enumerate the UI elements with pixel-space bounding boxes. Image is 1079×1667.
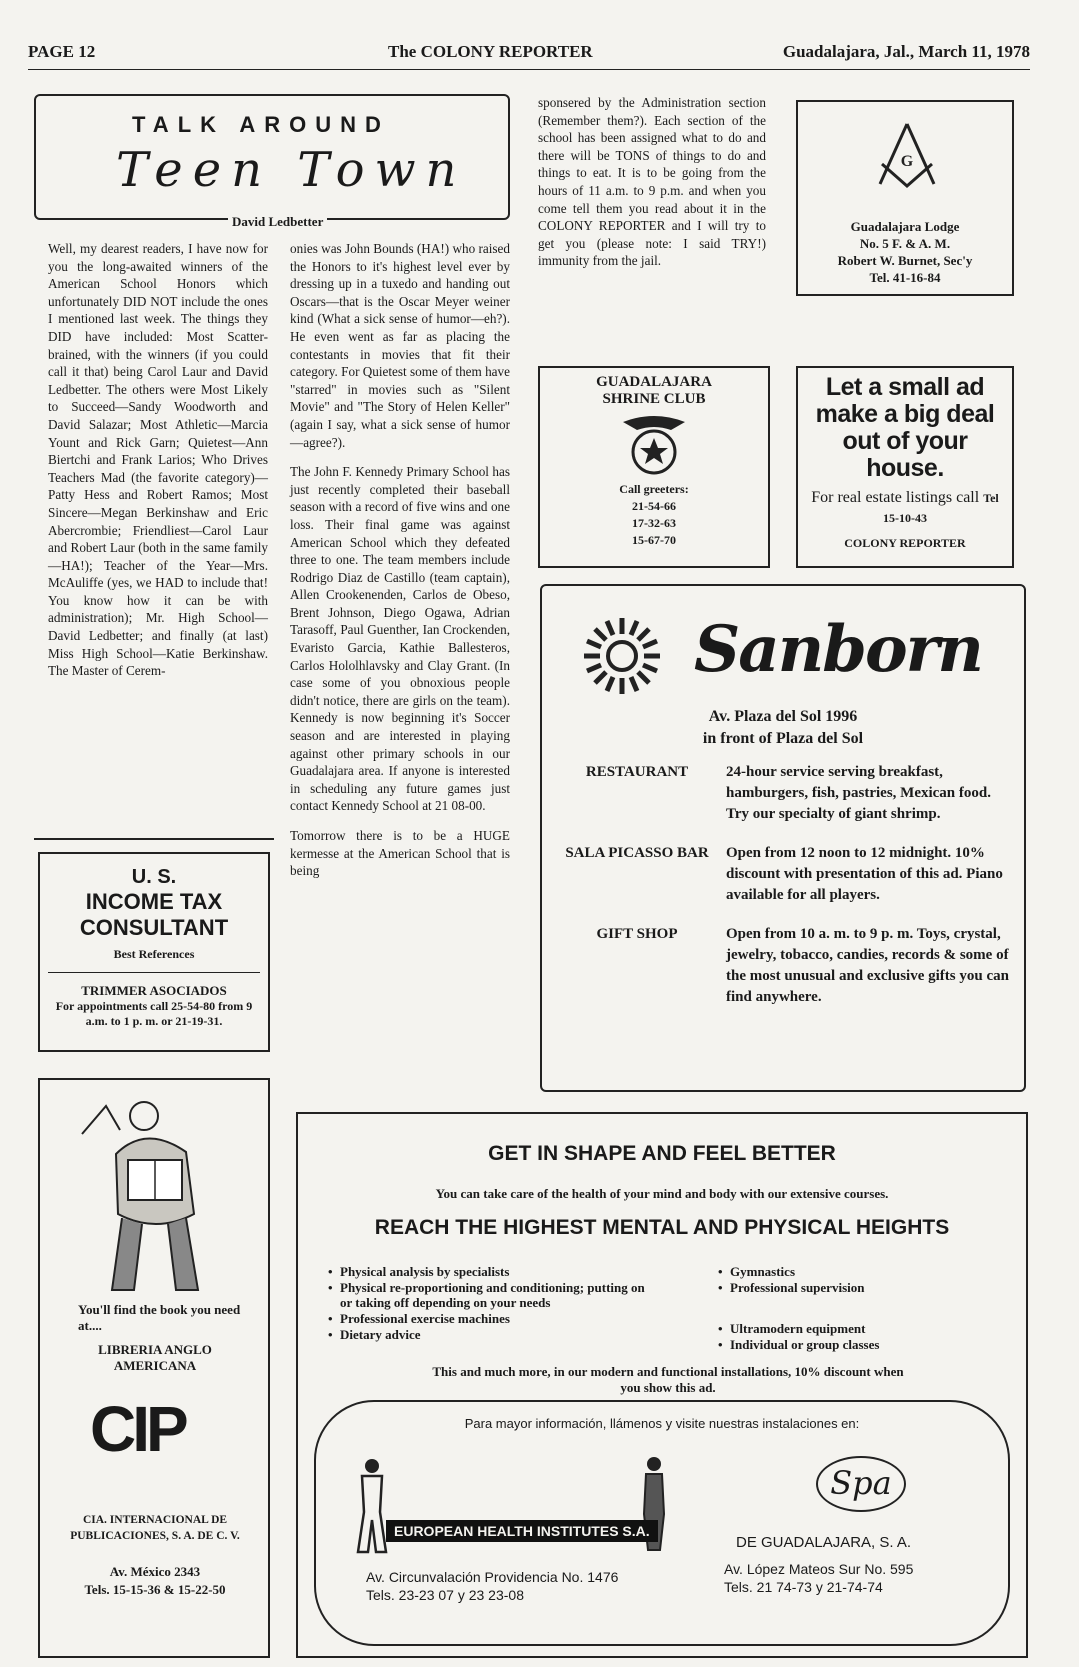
address-line: Tels. 21 74-73 y 21-74-74	[724, 1579, 883, 1595]
tax-consultant-ad	[38, 852, 270, 1052]
shrine-club-ad	[538, 366, 770, 568]
small-ad-headline: Let a small ad make a big deal out of your house.	[815, 373, 995, 482]
lodge-emblem-letter: G	[900, 153, 914, 170]
page-header	[28, 40, 1030, 70]
health-institute-ad	[296, 1112, 1028, 1658]
small-ad-body-text: For real estate listings call	[811, 489, 980, 506]
column-title: Teen Town	[116, 142, 467, 198]
sanborn-address	[542, 706, 1024, 750]
health-feature-item: • Physical re-proportioning and conditioning; putting on or taking off depending on your needs	[328, 1280, 658, 1310]
tax-ad-line: INCOME TAX	[85, 889, 223, 914]
article-text: sponsered by the Administration section (Remember them?). Each section of the school has been assigned what to do and there will be TONS of things to do and things to eat. It is to be going from the hours of 11 a.m. to 9 p.m. and when you come tell them you read about it in the COLONY REPORTER and I will try to get you (please note: I said TRY!) immunity from the jail.	[538, 95, 766, 269]
article-column-3	[538, 94, 766, 282]
health-features-left	[328, 1264, 658, 1343]
european-health-address	[366, 1568, 618, 1604]
health-headline-2: REACH THE HIGHEST MENTAL AND PHYSICAL HEIGHTS	[374, 1216, 950, 1239]
article-text: onies was John Bounds (HA!) who raised the Honors to it's highest level ever by dressing up in a tuxedo and handing out Oscars—that is the Oscar Meyer weiner kind (What a sick sense of humor—eh?). He even went as far as placing the contestants in movies that fit their category. For Quietest some of them have "starred" in movies such as "Silent Movie" and "The Story of Helen Keller" (again I say, what a sick sense of humor—agree?).	[290, 241, 510, 450]
article-text: Tomorrow there is to be a HUGE kermesse at the American School that is being	[290, 828, 510, 879]
health-feature-item: • Professional supervision	[718, 1280, 1008, 1295]
sanborn-services	[562, 762, 1012, 1026]
address-line: Av. López Mateos Sur No. 595	[724, 1561, 914, 1577]
dateline: Guadalajara, Jal., March 11, 1978	[782, 42, 1030, 61]
sanborn-service-row	[562, 762, 1012, 825]
tax-ad-line: U. S.	[131, 866, 177, 888]
sanborn-service-label: SALA PICASSO BAR	[565, 845, 709, 861]
spa-logo: Spa	[816, 1456, 906, 1512]
address-line: Tels. 23-23 07 y 23 23-08	[366, 1587, 524, 1603]
shrine-phone: 15-67-70	[632, 533, 676, 547]
article-column-1	[48, 240, 268, 692]
shrine-contacts	[540, 481, 768, 549]
shrine-title	[540, 374, 768, 408]
lodge-secretary: Robert W. Burnet, Sec'y	[837, 253, 973, 268]
publisher-phones: Tels. 15-15-36 & 15-22-50	[84, 1582, 226, 1597]
health-locations-oval	[314, 1400, 1010, 1646]
spa-company-name: DE GUADALAJARA, S. A.	[736, 1534, 912, 1551]
health-feature-item: • Professional exercise machines	[328, 1311, 658, 1326]
health-headline: GET IN SHAPE AND FEEL BETTER	[488, 1142, 836, 1165]
lodge-phone: Tel. 41-16-84	[869, 270, 941, 285]
lodge-details	[798, 218, 1012, 286]
article-text: Well, my dearest readers, I have now for you the long-awaited winners of the American School Honors which unfortunately DID NOT include the ones I mentioned last week. The things they DID have included: Most Scatter-brained, with the winners (if you could call it that) being Carol Laur and David Ledbetter. The others were Most Likely to Succeed—Sandy Woodworth and David Salazar; Most Athletic—Marcia Yount and Rick Garn; Quietest—Ann Biertchi and Frank Larios; Who Drives Teachers Mad (the favorite category)—Patty Hess and Robert Ramos; Most Sincere—Megan Berkinshaw and Eric Abercrombie; Friendliest—Carol Laur and Robert Laur (both in the same family—HA!); Teacher of the Year—Mrs. McAuliffe (yes, we HAD to include that! You know how it can be with administration); Mr. High School—David Ledbetter; and finally (at last) Miss High School—Katie Berkinshaw. The Master of Cerem-	[48, 241, 268, 679]
health-feature-item: • Ultramodern equipment	[718, 1321, 1008, 1336]
publisher-address: Av. México 2343	[109, 1564, 201, 1579]
column-kicker: TALK AROUND	[132, 112, 390, 137]
masonic-lodge-ad	[796, 100, 1014, 296]
publisher-name: CIA. INTERNACIONAL DE PUBLICACIONES, S. A. DE C. V.	[70, 1514, 240, 1542]
libreria-tagline: You'll find the book you need at....	[78, 1302, 241, 1333]
sanborn-ad	[540, 584, 1026, 1092]
spa-address	[724, 1560, 913, 1596]
sanborn-address-line: Av. Plaza del Sol 1996	[708, 708, 858, 725]
sanborn-logo: Sanborn	[694, 612, 982, 687]
small-ad-signature: COLONY REPORTER	[844, 536, 966, 550]
cip-logo: CIP	[90, 1393, 185, 1465]
sanborn-service-text: Open from 10 a. m. to 9 p. m. Toys, crystal, jewelry, tobacco, candies, records & some of the most unusual and exclusive gifts you can find anywhere.	[726, 926, 1009, 1005]
shrine-call-label: Call greeters:	[619, 482, 689, 496]
shrine-title-line: SHRINE CLUB	[602, 391, 706, 407]
health-info-line: Para mayor información, llámenos y visite nuestras instalaciones en:	[464, 1416, 860, 1431]
shrine-title-line: GUADALAJARA	[596, 374, 712, 390]
libreria-name: LIBRERIA ANGLO AMERICANA	[98, 1342, 212, 1373]
tax-ad-references: Best References	[48, 947, 260, 973]
small-ad-phone: Tel 15-10-43	[883, 491, 999, 525]
small-ad-body	[804, 488, 1006, 528]
page-number: PAGE 12	[28, 42, 96, 61]
address-line: Av. Circunvalación Providencia No. 1476	[366, 1569, 619, 1585]
sanborn-service-row	[562, 924, 1012, 1008]
sanborn-service-text: 24-hour service serving breakfast, hamburgers, fish, pastries, Mexican food. Try our specialty of giant shrimp.	[726, 764, 991, 822]
health-feature-item: • Individual or group classes	[718, 1337, 1008, 1352]
libreria-ad	[38, 1078, 270, 1658]
shrine-phone: 21-54-66	[632, 499, 676, 513]
article-text: The John F. Kennedy Primary School has just recently completed their baseball season with a record of five wins and one loss. Their final game was against American School which they defeated three to one. The team members include Rodrigo Diaz de Castillo (team captain), Allen Crookenenden, Carlos de Obeso, Brent Johnson, Diego Ogawa, Adrian Tarasoff, Paul Guenther, Ian Crockenden, Evaristo Garcia, Kathie Ballesteros, Carlos Hololhlavsky and Clay Grant. (In case some of you obnoxious people didn't notice, there are girls on the team). Kennedy is now beginning it's Soccer season and are interested in playing against other primary schools in our Guadalajara area. If anyone is interested in scheduling any future games just contact Kennedy School at 21 08-00.	[290, 464, 510, 814]
square-compass-icon	[874, 122, 940, 192]
sanborn-service-label: RESTAURANT	[585, 764, 689, 780]
column-heading-box	[34, 94, 510, 220]
european-health-brand: EUROPEAN HEALTH INSTITUTES S.A.	[386, 1520, 658, 1542]
health-more-text: This and much more, in our modern and functional installations, 10% discount when you show this ad.	[432, 1364, 904, 1395]
byline: David Ledbetter	[228, 214, 327, 230]
lodge-name: Guadalajara Lodge	[850, 219, 960, 234]
sanborn-service-text: Open from 12 noon to 12 midnight. 10% discount with presentation of this ad. Piano available for all players.	[726, 845, 1003, 903]
health-feature-item: • Dietary advice	[328, 1327, 658, 1342]
sanborn-address-line: in front of Plaza del Sol	[702, 730, 864, 747]
tax-ad-contact: For appointments call 25-54-80 from 9 a.m. to 1 p. m. or 21-19-31.	[55, 999, 253, 1028]
sanborn-service-row	[562, 843, 1012, 906]
lodge-number: No. 5 F. & A. M.	[859, 236, 951, 251]
newspaper-name: The COLONY REPORTER	[388, 42, 593, 61]
health-feature-item: • Gymnastics	[718, 1264, 1008, 1279]
health-features-right	[718, 1264, 1008, 1353]
article-column-2	[290, 240, 510, 892]
shrine-emblem-icon	[619, 414, 689, 476]
sanborn-service-label: GIFT SHOP	[596, 926, 678, 942]
tax-ad-firm: TRIMMER ASOCIADOS	[81, 983, 227, 998]
health-feature-item: • Physical analysis by specialists	[328, 1264, 658, 1279]
shrine-phone: 17-32-63	[632, 516, 676, 530]
tax-ad-line: CONSULTANT	[79, 915, 229, 940]
divider	[34, 838, 274, 840]
small-ad-promo	[796, 366, 1014, 568]
reading-figure-illustration	[76, 1094, 226, 1304]
sunburst-logo-icon	[580, 614, 664, 698]
health-subheadline: You can take care of the health of your mind and body with our extensive courses.	[435, 1186, 889, 1201]
